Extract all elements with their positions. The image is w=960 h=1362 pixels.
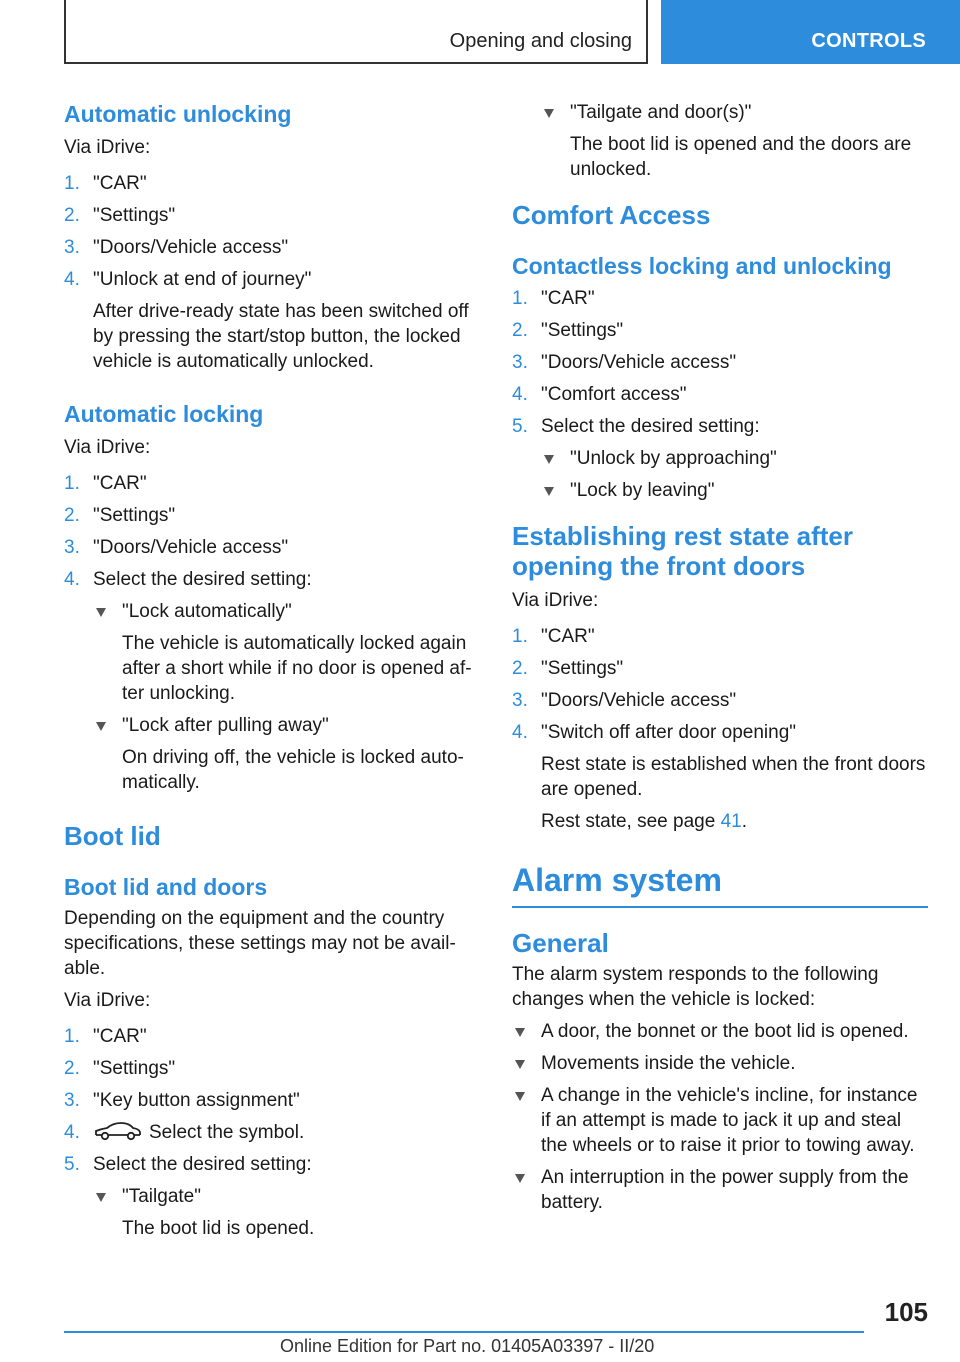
steps-list — [64, 1024, 476, 1241]
list-item: Movements inside the vehicle. — [512, 1051, 928, 1076]
list-item: 1. "CAR" — [512, 288, 595, 309]
list-item: 4. "Comfort access" — [512, 384, 687, 405]
options-list — [93, 1184, 476, 1241]
list-item: 3. "Key button assignment" — [64, 1090, 300, 1111]
list-item: 4. "Unlock at end of journey" After drive-ready state has been switched off by pressing the start/stop button, the locked vehicle is automatically unlocked. — [64, 267, 476, 374]
list-item: 1. "CAR" — [64, 1026, 147, 1047]
list-item: 1. "CAR" — [64, 473, 147, 494]
heading-rest-state: Establishing rest state after opening the front doors — [512, 521, 853, 581]
steps-list — [64, 471, 476, 795]
steps-list — [512, 624, 928, 834]
list-item: 3. "Doors/Vehicle access" — [512, 690, 737, 711]
list-item: 5. Select the desired setting: "Unlock by approaching" "Lock by leaving" — [512, 414, 928, 503]
list-item: 2. "Settings" — [512, 320, 624, 341]
triangle-bullet-icon — [544, 455, 554, 464]
list-item: 4. Select the symbol. — [64, 1122, 305, 1143]
car-icon — [93, 1121, 143, 1141]
list-item: "Tailgate" The boot lid is opened. — [93, 1184, 476, 1241]
section-tab — [64, 0, 648, 64]
left-column — [64, 100, 476, 1248]
right-column — [512, 100, 928, 1222]
triangle-bullet-icon — [515, 1174, 525, 1183]
triangle-bullet-icon — [96, 1193, 106, 1202]
list-item: 3. "Doors/Vehicle access" — [512, 352, 737, 373]
list-item: "Lock after pulling away" On driving off, the vehicle is locked auto-matically. — [93, 713, 476, 795]
list-item: 2. "Settings" — [64, 1058, 176, 1079]
list-item: 2. "Settings" — [512, 658, 624, 679]
triangle-bullet-icon — [515, 1028, 525, 1037]
list-item: "Lock automatically" The vehicle is automatically locked again after a short while if no door is opened af-ter unlocking. — [93, 599, 476, 706]
list-item: 5. Select the desired setting: "Tailgate" The boot lid is opened. — [64, 1152, 476, 1241]
heading-general: General — [512, 928, 609, 958]
steps-list — [64, 171, 476, 374]
chapter-title: CONTROLS — [811, 30, 926, 52]
footer-divider — [64, 1331, 864, 1333]
description-text: Depending on the equipment and the country specifications, these settings may not be avail-able. — [64, 908, 456, 979]
heading-boot-lid: Boot lid — [64, 821, 161, 851]
list-item: A door, the bonnet or the boot lid is opened. — [512, 1019, 928, 1044]
list-item: "Lock by leaving" — [541, 478, 928, 503]
triangle-bullet-icon — [96, 608, 106, 617]
heading-comfort-access: Comfort Access — [512, 200, 711, 230]
intro-text: Via iDrive: — [64, 137, 151, 158]
chapter-tab — [661, 0, 960, 64]
list-item: 1. "CAR" — [512, 626, 595, 647]
heading-contactless-locking: Contactless locking and unlocking — [512, 253, 892, 279]
page-header — [64, 0, 960, 66]
options-list — [541, 446, 928, 503]
heading-automatic-locking: Automatic locking — [64, 401, 264, 427]
triangle-bullet-icon — [515, 1060, 525, 1069]
step-description: Rest state is established when the front doors are opened. — [541, 754, 926, 800]
description-text: The alarm system responds to the following changes when the vehicle is locked: — [512, 964, 879, 1010]
triangle-bullet-icon — [544, 487, 554, 496]
list-item: 4. "Switch off after door opening" Rest state is established when the front doors are opened. Rest state, see page 41. — [512, 720, 928, 834]
list-item: 2. "Settings" — [64, 505, 176, 526]
list-item: A change in the vehicle's incline, for instance if an attempt is made to jack it up and steal the wheels or to raise it prior to towing away. — [512, 1083, 928, 1158]
list-item: 3. "Doors/Vehicle access" — [64, 237, 289, 258]
heading-automatic-unlocking: Automatic unlocking — [64, 101, 292, 127]
list-item: 3. "Doors/Vehicle access" — [64, 537, 289, 558]
cross-reference: Rest state, see page 41. — [541, 811, 747, 832]
list-item: 1. "CAR" — [64, 173, 147, 194]
list-item: "Unlock by approaching" — [541, 446, 928, 471]
list-item: "Tailgate and door(s)" The boot lid is opened and the doors are unlocked. — [541, 100, 928, 182]
list-item: An interruption in the power supply from the battery. — [512, 1165, 928, 1215]
list-item: 2. "Settings" — [64, 205, 176, 226]
page-number: 105 — [884, 1297, 928, 1327]
step-description: After drive-ready state has been switched off by pressing the start/stop button, the locked vehicle is automatically unlocked. — [93, 301, 469, 372]
steps-list — [512, 286, 928, 503]
page-link[interactable]: 41 — [720, 811, 742, 832]
triangle-bullet-icon — [515, 1092, 525, 1101]
triangle-bullet-icon — [544, 109, 554, 118]
heading-alarm-system: Alarm system — [512, 860, 928, 908]
alarm-triggers-list — [512, 1019, 928, 1215]
triangle-bullet-icon — [96, 722, 106, 731]
section-title: Opening and closing — [449, 30, 632, 52]
options-list — [93, 599, 476, 795]
edition-text: Online Edition for Part no. 01405A03397 - II/20 — [280, 1336, 655, 1356]
list-item: 4. Select the desired setting: "Lock automatically" The vehicle is automatically locked again after a short while if no door is opened af-ter unlocking. "Lock after pulling away" On driving off, the vehicle is locked auto-matically. — [64, 567, 476, 795]
intro-text: Via iDrive: — [64, 990, 151, 1011]
options-list — [541, 100, 928, 182]
heading-boot-lid-and-doors: Boot lid and doors — [64, 874, 268, 900]
intro-text: Via iDrive: — [64, 437, 151, 458]
intro-text: Via iDrive: — [512, 590, 599, 611]
